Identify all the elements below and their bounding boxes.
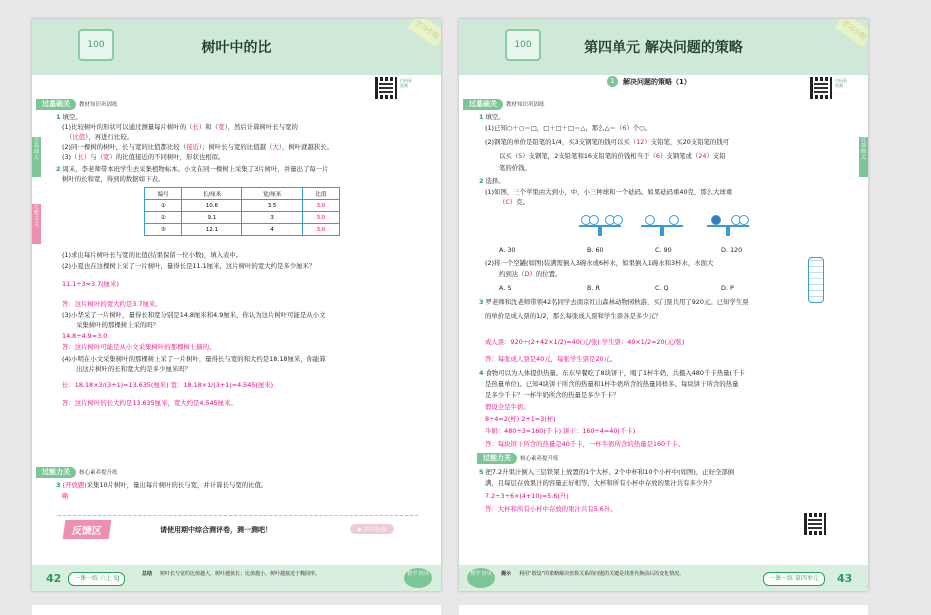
page-number: 42 [46, 572, 62, 585]
q2-a4: 长：18.18×3/(3+1)=13.635(厘米) 宽：18.18×1/(3+1)=4.545(厘米) [62, 381, 274, 389]
q5-ans: 7.2÷3÷6×(4+10)=5.6(升) [485, 492, 569, 500]
q2-a2: 11.1÷3=3.7(厘米) [62, 280, 119, 288]
q3-ans: 略 [62, 492, 69, 500]
q1-line1b: （比值），再进行比较。 [66, 133, 134, 141]
lesson-number: 1 [607, 76, 618, 87]
q5-text2: 满，且每层存放果汁的容量正好相等，大杯和所有小杯中存放的果汁共有多少升？ [485, 479, 716, 487]
table-cell: 4 [242, 224, 302, 236]
q2-opt1-d: D. 120 [721, 246, 743, 254]
left-page [32, 19, 441, 591]
q1-line3: (3)（长）与（宽）的比值接近的不同树叶，形状也相似。 [62, 153, 225, 161]
badge-100-icon: 100 [505, 29, 541, 61]
q2-p4b: 出这片树叶的长和宽大约是多少厘米吗？ [76, 365, 192, 373]
q2-opt1-b: B. 60 [587, 246, 604, 254]
page-title: 第四单元 解决问题的策略 [584, 40, 743, 56]
q1-line2c: 笔的价钱。 [499, 164, 531, 172]
q2-head: 2 选择。 [479, 177, 505, 185]
q2-a2b: 答：这片树叶的宽大约是3.7厘米。 [62, 300, 162, 308]
badge-100-icon: 100 [78, 29, 114, 61]
side-tab-basic[interactable]: 过基础关 [32, 137, 41, 177]
q4-text3: 是多少千卡？一杯牛奶所含的热量是多少千卡？ [485, 391, 620, 399]
balance-scale-3-icon [707, 215, 749, 237]
section-sub: 核心素养提升练 [520, 456, 559, 462]
table-cell: 9.1 [182, 212, 242, 224]
page-title: 树叶中的比 [201, 40, 272, 56]
can-diagram-icon [808, 257, 824, 303]
qr-code-icon [810, 77, 832, 99]
corner-ribbon: 学习小组 [408, 19, 441, 47]
section-basic [463, 99, 545, 110]
footer-note-title: 提示 [501, 571, 512, 577]
feedback-button[interactable]: ▶ 活活卷卷 [350, 524, 394, 534]
q5-ans2: 答：大杯和所有小杯中存放的果汁共有5.6升。 [485, 505, 617, 513]
table-cell: ① [145, 200, 182, 212]
section-sub: 教材知识巩固练 [506, 102, 545, 108]
q3-ans2: 答：每张成人票是40元，每张学生票是20元。 [485, 355, 617, 363]
right-header [459, 19, 868, 75]
q2-a4b: 答：这片树叶的长大约是13.635厘米，宽大约是4.545厘米。 [62, 399, 237, 407]
q2-p4: (4)小明在小文采集树叶的那棵树上采了一片树叶，量得长与宽的和大约是18.18厘米，你能算 [62, 355, 326, 363]
q2-s2: (2)将一个空罐(如图)装满需倒入3碗水或6杯水，如果倒入1碗水和3杯水，水面大 [485, 259, 714, 267]
q2-s1: (1)如图，三个苹果由大到小，中，小三种球和一个砝码。如果砝码重40克，那么大球重 [485, 188, 733, 196]
footer-note-title: 总结 [142, 571, 153, 577]
q1-line1: (1)已知○＋○＝□，□＋□＋□＝△，那么△＝（6）个○。 [485, 124, 652, 132]
table-row [145, 200, 340, 212]
leaf-data-table [144, 187, 340, 236]
next-page-left [32, 605, 441, 615]
balance-scale-2-icon [641, 215, 683, 237]
q2-p3: (3)小华采了一片树叶，量得长和宽分别是14.8厘米和4.9厘米，你认为这片树叶可能是从小文 [62, 311, 326, 319]
table-cell: 3.5 [242, 200, 302, 212]
q1-head: 1 填空。 [479, 113, 505, 121]
series-pill: 一课一练 六上 SJ [68, 572, 125, 586]
section-basic [36, 99, 118, 110]
q2-opt2-d: D. P [721, 284, 734, 292]
q4-a2: 8÷4=2(杯) 2+1=3(杯) [485, 415, 556, 423]
corner-ribbon: 学习小组 [835, 19, 868, 47]
table-cell-answer: 3.0 [302, 224, 339, 236]
right-page [459, 19, 868, 591]
table-cell: ③ [145, 224, 182, 236]
page-number: 43 [837, 572, 853, 585]
table-row [145, 224, 340, 236]
section-ability [36, 467, 118, 478]
q2-s2-ans: 约到达（D）的位置。 [499, 270, 562, 278]
q1-line2b: 以买（5）支钢笔，2支铅笔和16支铅笔的价钱相当于（6）支钢笔或（24）支铅 [499, 152, 726, 160]
q2-s1-ans: （C）克。 [499, 198, 530, 206]
q3-text: 3 罗老师和沈老师带领42名同学去南京红山森林动物园秋游，买门票共用了920元。已知学生票 [479, 298, 749, 306]
q5-text: 5 把7.2升果汁倒入三层铁架上放置的1个大杯、2个中杯和10个小杯中(如图)，正好全部倒 [479, 468, 735, 476]
q2-opt1-c: C. 90 [655, 246, 672, 254]
q4-text2: 是热量单位)。已知4块饼干所含的热量和1杯牛奶所含的热量同样多。每块饼干所含的热量 [485, 380, 739, 388]
table-cell: 12.1 [182, 224, 242, 236]
side-tab-basic[interactable]: 过基础关 [859, 137, 868, 177]
series-pill: 一课一练 第四单元 [763, 572, 825, 586]
section-sub: 教材知识巩固练 [79, 102, 118, 108]
table-header-row [145, 188, 340, 200]
footer-note: 利用“假设”的策略解决倍数关系的问题的关键是找准代换前后的变化情况。 [519, 571, 685, 577]
q4-a1: 假设全是牛奶。 [485, 403, 530, 411]
q2-opt2-c: C. Q [655, 284, 669, 292]
q2-head: 2 周末，李老师带本班学生去采集植物标本。小文在同一棵树上采集了3片树叶，并量出了每一片 [56, 165, 329, 173]
q3-ans: 成人票：920÷(2+42×1/2)=40(元/张) 学生票：40×1/2=20(元/张) [485, 338, 685, 346]
footer-note: 树叶长与宽的比值越大，树叶越狭长；比值越小，树叶越接近于椭圆形。 [160, 571, 321, 577]
next-page-right [459, 605, 868, 615]
q2-p2: (2)小夏也在这棵树上采了一片树叶，量得长是11.1厘米，这片树叶的宽大约是多少厘米？ [62, 262, 316, 270]
lesson-subtitle: 解决问题的策略（1） [623, 78, 691, 86]
table-cell: 3 [242, 212, 302, 224]
qr-caption: 扫码看视频 [400, 78, 412, 88]
section-tag: 过基础关 [463, 99, 503, 110]
math-badge-icon: 数学 拾贝 [404, 568, 432, 588]
section-ability [477, 453, 559, 464]
balance-scale-1-icon [579, 215, 621, 237]
q1-line2: (2)同一棵树的树叶，长与宽的比值都比较（接近）；树叶长与宽的比值越（大），树叶就越狭长。 [62, 143, 334, 151]
q1-head: 1 填空。 [56, 113, 82, 121]
table-header-cell: 编号 [145, 188, 182, 200]
qr-caption: 扫码看视频 [835, 78, 847, 88]
feedback-label: 反馈区 [63, 520, 112, 539]
q2-a3: 14.8÷4.9≈3.0 [62, 332, 108, 340]
q4-text: 4 食物可以为人体提供热量。东东早餐吃了8块饼干，喝了1杯牛奶，共摄入480千卡热量(千卡 [479, 369, 745, 377]
table-cell-answer: 3.0 [302, 200, 339, 212]
feedback-area [58, 515, 418, 542]
q4-a4: 答：每块饼干所含的热量是40千卡，一杯牛奶所含的热量是160千卡。 [485, 440, 685, 448]
table-row [145, 212, 340, 224]
left-header [32, 19, 441, 75]
section-tag: 过基础关 [36, 99, 76, 110]
qr-code-icon [804, 513, 826, 535]
q4-a3: 牛奶：480÷3=160(千卡) 饼干：160÷4=40(千卡) [485, 427, 636, 435]
section-sub: 核心素养提升练 [79, 470, 118, 476]
math-badge-icon: 数学 拾贝 [467, 568, 495, 588]
q2-opt1-a: A. 30 [499, 246, 516, 254]
table-header-cell: 宽/厘米 [242, 188, 302, 200]
section-tag: 过能力关 [477, 453, 517, 464]
q2-p3b: 采集树叶的那棵树上采的吗？ [76, 321, 160, 329]
side-tab-ability[interactable]: 过能力关 [32, 204, 41, 244]
q2-opt2-a: A. S [499, 284, 512, 292]
section-tag: 过能力关 [36, 467, 76, 478]
table-cell-answer: 3.0 [302, 212, 339, 224]
table-cell: ② [145, 212, 182, 224]
q2-head2: 树叶的长和宽，得到的数据如下表。 [62, 175, 165, 183]
q3-text2: 的单价是成人票的1/2，那么每张成人票和学生票各是多少元？ [485, 312, 662, 320]
left-footer [32, 565, 441, 591]
table-header-cell: 长/厘米 [182, 188, 242, 200]
q1-line1: (1)比较树叶的形状可以通过测量每片树叶的（长）和（宽），然后计算树叶长与宽的 [62, 123, 298, 131]
q3-text: 3 (开放题)采集10片树叶，量出每片树叶的长与宽，并计算长与宽的比值。 [56, 481, 268, 489]
q1-line2: (2)钢笔的单价是铅笔的1/4，买3支钢笔的钱可以买（12）支铅笔，买20支铅笔的钱可 [485, 138, 730, 146]
table-header-cell: 比值 [302, 188, 339, 200]
qr-code-icon [375, 77, 397, 99]
right-footer [459, 565, 868, 591]
feedback-text: 请使用期中综合测评卷，测一测吧！ [160, 526, 272, 534]
q2-opt2-b: B. R [587, 284, 600, 292]
q2-p1: (1)求出每片树叶长与宽的比值(结果保留一位小数)，填入表中。 [62, 251, 243, 259]
q2-a3b: 答：这片树叶可能是从小文采集树叶的那棵树上摘的。 [62, 343, 216, 351]
table-cell: 10.6 [182, 200, 242, 212]
